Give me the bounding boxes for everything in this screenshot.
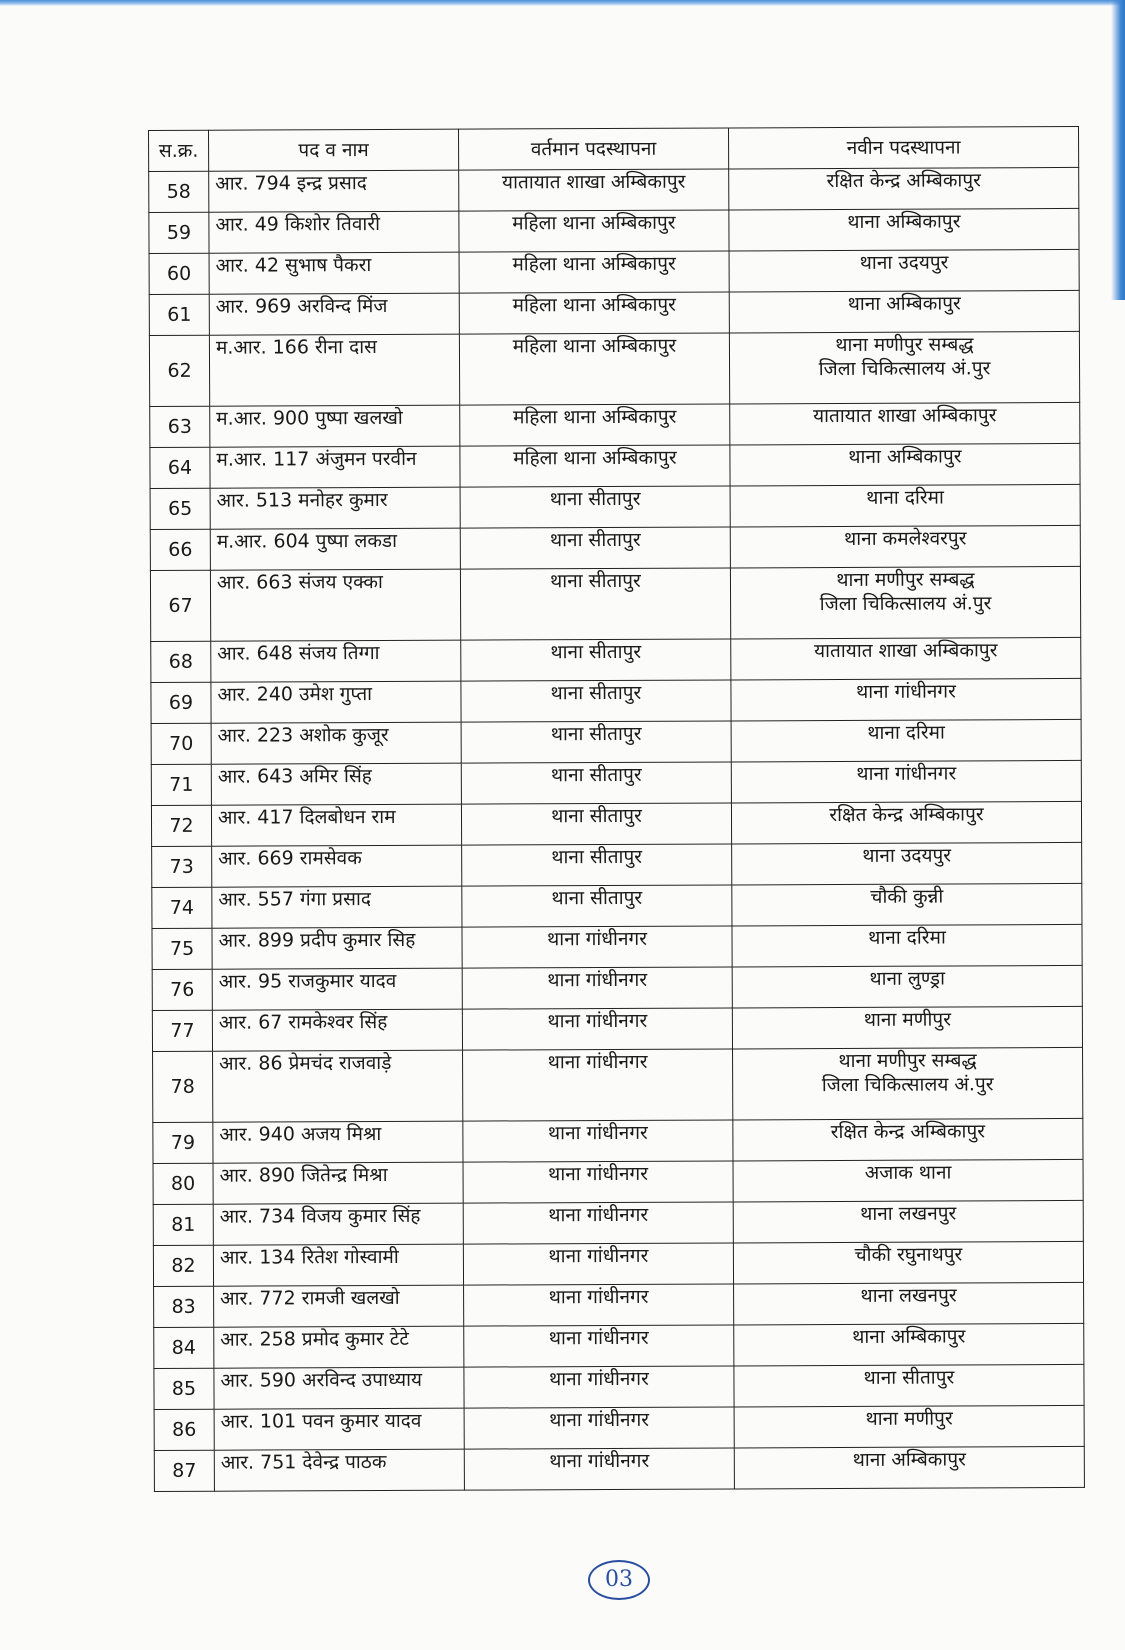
table-row [152, 842, 1082, 887]
current-posting-cell: महिला थाना अम्बिकापुर [460, 445, 730, 487]
table-row [153, 1241, 1083, 1286]
table-row [149, 249, 1079, 294]
table-row [150, 402, 1080, 447]
new-posting-cell: थाना अम्बिकापुर [729, 290, 1079, 333]
name-cell: आर. 67 रामकेश्वर सिंह [212, 1009, 462, 1051]
name-cell: आर. 772 रामजी खलखो [214, 1285, 464, 1327]
page-number: 03 [588, 1560, 650, 1600]
page-right-edge [1111, 0, 1125, 300]
table-row [151, 637, 1081, 682]
table-row [153, 1200, 1083, 1245]
table-row [152, 965, 1082, 1010]
name-cell: आर. 940 अजय मिश्रा [213, 1121, 463, 1163]
table-row [149, 208, 1079, 253]
name-cell: आर. 513 मनोहर कुमार [210, 487, 460, 529]
current-posting-cell: थाना सीतापुर [461, 762, 731, 804]
current-posting-cell: थाना गांधीनगर [463, 1243, 733, 1285]
current-posting-cell: थाना गांधीनगर [463, 1202, 733, 1244]
serial-cell: 60 [149, 253, 209, 294]
transfer-table [148, 126, 1085, 1492]
new-posting-cell: थाना अम्बिकापुर [734, 1446, 1084, 1489]
serial-cell: 59 [149, 212, 209, 253]
name-cell: आर. 648 संजय तिग्गा [211, 640, 461, 682]
new-posting-cell: थाना दरिमा [731, 719, 1081, 762]
current-posting-cell: थाना सीतापुर [461, 721, 731, 763]
table-body [149, 167, 1085, 1491]
new-posting-cell: रक्षित केन्द्र अम्बिकापुर [731, 801, 1081, 844]
serial-cell: 70 [151, 723, 211, 764]
name-cell: आर. 134 रितेश गोस्वामी [213, 1244, 463, 1286]
name-cell: म.आर. 117 अंजुमन परवीन [210, 446, 460, 488]
serial-cell: 63 [150, 406, 210, 447]
new-posting-cell: थाना अम्बिकापुर [730, 443, 1080, 486]
new-posting-cell: थाना लखनपुर [734, 1282, 1084, 1325]
table-row [154, 1446, 1084, 1491]
new-posting-cell: थाना मणीपुर [734, 1405, 1084, 1448]
name-cell: आर. 794 इन्द्र प्रसाद [209, 170, 459, 212]
current-posting-cell: थाना गांधीनगर [462, 967, 732, 1009]
name-cell: आर. 751 देवेन्द्र पाठक [214, 1449, 464, 1491]
new-posting-cell: थाना अम्बिकापुर [729, 208, 1079, 251]
table-row [152, 883, 1082, 928]
new-posting-cell: थाना कमलेश्वरपुर [730, 525, 1080, 568]
table-header-row [149, 126, 1079, 171]
serial-cell: 62 [149, 335, 209, 406]
serial-cell: 85 [154, 1368, 214, 1409]
serial-cell: 73 [152, 846, 212, 887]
name-cell: आर. 969 अरविन्द मिंज [209, 293, 459, 335]
serial-cell: 84 [154, 1327, 214, 1368]
serial-cell: 82 [153, 1245, 213, 1286]
name-cell: म.आर. 900 पुष्पा खलखो [210, 405, 460, 447]
table-row [150, 484, 1080, 529]
serial-cell: 81 [153, 1204, 213, 1245]
current-posting-cell: थाना गांधीनगर [463, 1120, 733, 1162]
header-current-posting: वर्तमान पदस्थापना [458, 128, 728, 170]
table-row [154, 1282, 1084, 1327]
serial-cell: 78 [153, 1051, 213, 1122]
table-row [150, 566, 1080, 641]
name-cell: आर. 240 उमेश गुप्ता [211, 681, 461, 723]
current-posting-cell: थाना गांधीनगर [464, 1407, 734, 1449]
serial-cell: 66 [150, 529, 210, 570]
new-posting-cell: थाना गांधीनगर [731, 678, 1081, 721]
serial-cell: 64 [150, 447, 210, 488]
new-posting-cell: थाना उदयपुर [732, 842, 1082, 885]
table-row [149, 331, 1079, 406]
new-posting-cell: चौकी रघुनाथपुर [733, 1241, 1083, 1284]
header-name: पद व नाम [209, 129, 459, 171]
serial-cell: 74 [152, 887, 212, 928]
serial-cell: 65 [150, 488, 210, 529]
new-posting-cell: थाना मणीपुर सम्बद्ध जिला चिकित्सालय अं.पुर [733, 1047, 1083, 1120]
current-posting-cell: थाना गांधीनगर [464, 1284, 734, 1326]
table-row [153, 1118, 1083, 1163]
name-cell: आर. 899 प्रदीप कुमार सिह [212, 927, 462, 969]
serial-cell: 69 [151, 682, 211, 723]
current-posting-cell: थाना सीतापुर [460, 486, 730, 528]
header-serial: स.क्र. [149, 130, 209, 171]
serial-cell: 75 [152, 928, 212, 969]
new-posting-cell: थाना मणीपुर सम्बद्ध जिला चिकित्सालय अं.पुर [730, 566, 1080, 639]
serial-cell: 61 [149, 294, 209, 335]
header-new-posting: नवीन पदस्थापना [728, 126, 1078, 169]
new-posting-cell: यातायात शाखा अम्बिकापुर [731, 637, 1081, 680]
name-cell: आर. 42 सुभाष पैकरा [209, 252, 459, 294]
new-posting-cell: थाना मणीपुर [732, 1006, 1082, 1049]
table-row [151, 801, 1081, 846]
current-posting-cell: थाना सीतापुर [461, 680, 731, 722]
current-posting-cell: थाना गांधीनगर [463, 1049, 733, 1121]
table-row [153, 1159, 1083, 1204]
name-cell: आर. 95 राजकुमार यादव [212, 968, 462, 1010]
new-posting-cell: थाना अम्बिकापुर [734, 1323, 1084, 1366]
name-cell: आर. 101 पवन कुमार यादव [214, 1408, 464, 1450]
current-posting-cell: महिला थाना अम्बिकापुर [459, 333, 729, 405]
table-row [151, 760, 1081, 805]
new-posting-cell: चौकी कुन्नी [732, 883, 1082, 926]
current-posting-cell: थाना गांधीनगर [464, 1448, 734, 1490]
table-row [152, 1006, 1082, 1051]
name-cell: आर. 223 अशोक कुजूर [211, 722, 461, 764]
table-row [149, 290, 1079, 335]
current-posting-cell: महिला थाना अम्बिकापुर [460, 404, 730, 446]
current-posting-cell: थाना सीतापुर [460, 568, 730, 640]
name-cell: आर. 890 जितेन्द्र मिश्रा [213, 1162, 463, 1204]
table-row [151, 719, 1081, 764]
current-posting-cell: थाना गांधीनगर [462, 926, 732, 968]
new-posting-cell: थाना दरिमा [732, 924, 1082, 967]
new-posting-cell: यातायात शाखा अम्बिकापुर [730, 402, 1080, 445]
current-posting-cell: थाना गांधीनगर [464, 1366, 734, 1408]
new-posting-cell: थाना गांधीनगर [731, 760, 1081, 803]
serial-cell: 86 [154, 1409, 214, 1450]
current-posting-cell: महिला थाना अम्बिकापुर [459, 292, 729, 334]
table-row [149, 167, 1079, 212]
serial-cell: 72 [151, 805, 211, 846]
serial-cell: 83 [154, 1286, 214, 1327]
name-cell: आर. 734 विजय कुमार सिंह [213, 1203, 463, 1245]
serial-cell: 79 [153, 1122, 213, 1163]
table-row [154, 1323, 1084, 1368]
current-posting-cell: थाना सीतापुर [462, 885, 732, 927]
new-posting-cell: थाना लुण्ड्रा [732, 965, 1082, 1008]
serial-cell: 87 [154, 1450, 214, 1491]
new-posting-cell: रक्षित केन्द्र अम्बिकापुर [729, 167, 1079, 210]
current-posting-cell: थाना सीतापुर [461, 639, 731, 681]
table-row [154, 1364, 1084, 1409]
current-posting-cell: यातायात शाखा अम्बिकापुर [459, 169, 729, 211]
serial-cell: 58 [149, 171, 209, 212]
page-top-edge [0, 0, 1125, 6]
name-cell: आर. 258 प्रमोद कुमार टेटे [214, 1326, 464, 1368]
current-posting-cell: थाना गांधीनगर [462, 1008, 732, 1050]
name-cell: आर. 417 दिलबोधन राम [211, 804, 461, 846]
name-cell: आर. 86 प्रेमचंद राजवाड़े [213, 1050, 463, 1122]
table-row [150, 443, 1080, 488]
new-posting-cell: थाना लखनपुर [733, 1200, 1083, 1243]
table-row [154, 1405, 1084, 1450]
current-posting-cell: थाना गांधीनगर [464, 1325, 734, 1367]
serial-cell: 77 [152, 1010, 212, 1051]
current-posting-cell: थाना गांधीनगर [463, 1161, 733, 1203]
name-cell: आर. 663 संजय एक्का [210, 569, 460, 641]
new-posting-cell: अजाक थाना [733, 1159, 1083, 1202]
serial-cell: 80 [153, 1163, 213, 1204]
name-cell: म.आर. 604 पुष्पा लकडा [210, 528, 460, 570]
name-cell: आर. 643 अमिर सिंह [211, 763, 461, 805]
current-posting-cell: थाना सीतापुर [462, 844, 732, 886]
new-posting-cell: थाना दरिमा [730, 484, 1080, 527]
new-posting-cell: थाना सीतापुर [734, 1364, 1084, 1407]
name-cell: आर. 557 गंगा प्रसाद [212, 886, 462, 928]
current-posting-cell: महिला थाना अम्बिकापुर [459, 251, 729, 293]
name-cell: आर. 669 रामसेवक [212, 845, 462, 887]
serial-cell: 76 [152, 969, 212, 1010]
current-posting-cell: थाना सीतापुर [461, 803, 731, 845]
table-row [150, 525, 1080, 570]
new-posting-cell: रक्षित केन्द्र अम्बिकापुर [733, 1118, 1083, 1161]
current-posting-cell: महिला थाना अम्बिकापुर [459, 210, 729, 252]
current-posting-cell: थाना सीतापुर [460, 527, 730, 569]
name-cell: आर. 49 किशोर तिवारी [209, 211, 459, 253]
serial-cell: 71 [151, 764, 211, 805]
name-cell: आर. 590 अरविन्द उपाध्याय [214, 1367, 464, 1409]
table-row [151, 678, 1081, 723]
serial-cell: 68 [151, 641, 211, 682]
table-row [153, 1047, 1083, 1122]
serial-cell: 67 [150, 570, 210, 641]
table-row [152, 924, 1082, 969]
new-posting-cell: थाना उदयपुर [729, 249, 1079, 292]
name-cell: म.आर. 166 रीना दास [209, 334, 459, 406]
new-posting-cell: थाना मणीपुर सम्बद्ध जिला चिकित्सालय अं.पुर [729, 331, 1079, 404]
